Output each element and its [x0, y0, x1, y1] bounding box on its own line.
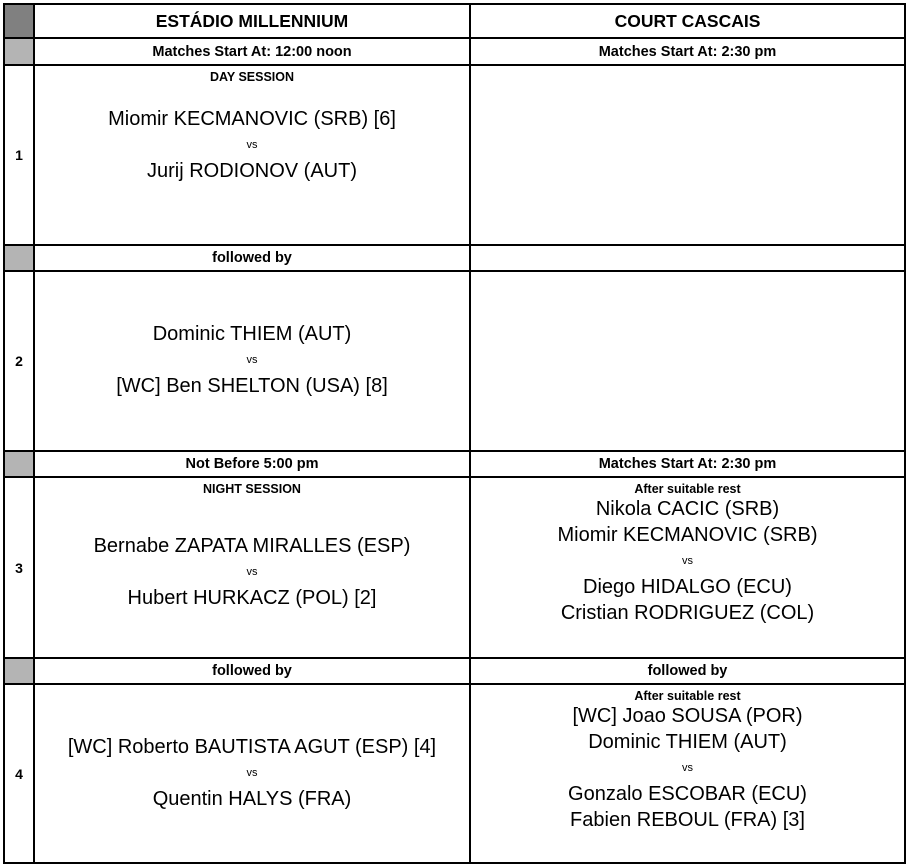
session-label: After suitable rest	[634, 482, 741, 496]
start-time-row	[3, 246, 906, 272]
start-time: Matches Start At: 2:30 pm	[598, 456, 777, 472]
player-name: Dominic THIEM (AUT)	[588, 731, 787, 753]
player-name: Diego HIDALGO (ECU)	[583, 576, 792, 598]
match-number: 3	[5, 478, 35, 657]
start-time: Matches Start At: 12:00 noon	[35, 39, 471, 64]
corner-cell	[5, 5, 35, 37]
spacer-cell	[5, 659, 35, 683]
start-time-row	[3, 659, 906, 685]
match-number: 4	[5, 685, 35, 862]
player-name: Fabien REBOUL (FRA) [3]	[570, 809, 805, 831]
player-name: Jurij RODIONOV (AUT)	[147, 160, 357, 182]
match-number: 2	[5, 272, 35, 450]
court-header-row	[3, 3, 906, 39]
match-cell	[35, 66, 471, 244]
match-cell	[35, 685, 471, 862]
player-name: [WC] Joao SOUSA (POR)	[572, 705, 803, 727]
court-name: COURT CASCAIS	[614, 10, 761, 31]
empty-match-cell	[471, 272, 904, 450]
match-row	[3, 685, 906, 864]
start-time-row	[3, 452, 906, 478]
session-label: After suitable rest	[634, 689, 741, 703]
player-name: Hubert HURKACZ (POL) [2]	[127, 587, 377, 609]
player-name: Quentin HALYS (FRA)	[152, 788, 352, 810]
spacer-cell	[5, 246, 35, 270]
start-time-row	[3, 39, 906, 66]
empty-match-cell	[471, 66, 904, 244]
versus-label: vs	[246, 767, 258, 779]
player-name: Dominic THIEM (AUT)	[152, 323, 352, 345]
match-cell	[35, 272, 471, 450]
player-name: [WC] Roberto BAUTISTA AGUT (ESP) [4]	[67, 736, 437, 758]
player-name: Miomir KECMANOVIC (SRB)	[557, 524, 818, 546]
match-row	[3, 66, 906, 246]
start-time: Matches Start At: 2:30 pm	[598, 43, 777, 60]
match-cell	[471, 478, 904, 657]
player-name: Miomir KECMANOVIC (SRB) [6]	[108, 108, 396, 130]
match-cell	[35, 478, 471, 657]
versus-label: vs	[246, 354, 258, 366]
versus-label: vs	[246, 139, 258, 151]
player-name: Cristian RODRIGUEZ (COL)	[560, 602, 815, 624]
match-cell	[471, 685, 904, 862]
spacer-cell	[5, 39, 35, 64]
player-name: Bernabe ZAPATA MIRALLES (ESP)	[93, 535, 411, 557]
player-name: Gonzalo ESCOBAR (ECU)	[568, 783, 807, 805]
player-name: Nikola CACIC (SRB)	[595, 498, 780, 520]
versus-label: vs	[246, 566, 258, 578]
versus-label: vs	[682, 555, 693, 567]
match-row	[3, 478, 906, 659]
session-label: NIGHT SESSION	[203, 482, 301, 496]
start-time: followed by	[35, 246, 471, 270]
player-name: [WC] Ben SHELTON (USA) [8]	[116, 375, 388, 397]
start-time: followed by	[35, 659, 471, 683]
start-time	[471, 246, 904, 270]
match-number: 1	[5, 66, 35, 244]
start-time: followed by	[647, 663, 728, 679]
versus-label: vs	[682, 762, 693, 774]
session-label: DAY SESSION	[209, 70, 295, 84]
start-time: Not Before 5:00 pm	[35, 452, 471, 476]
court-name: ESTÁDIO MILLENNIUM	[35, 5, 471, 37]
spacer-cell	[5, 452, 35, 476]
match-row	[3, 272, 906, 452]
